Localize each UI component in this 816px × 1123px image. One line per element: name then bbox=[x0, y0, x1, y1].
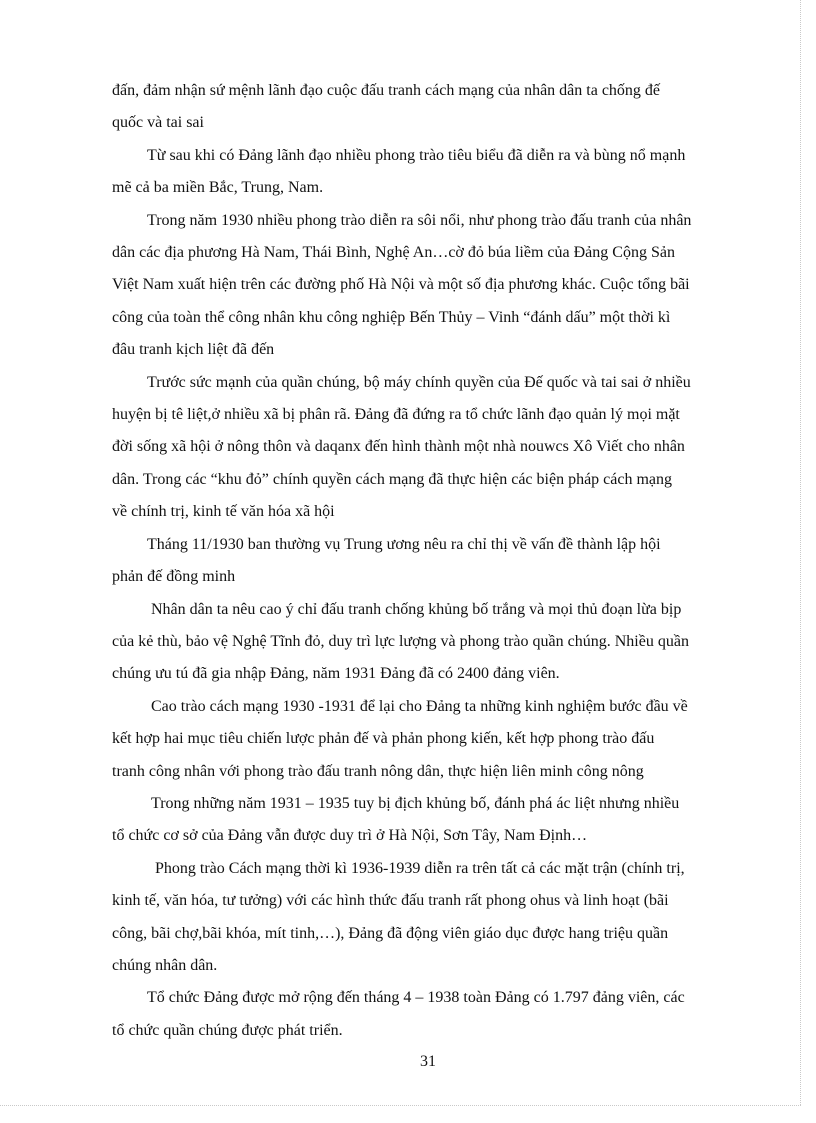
text-line: dân các địa phương Hà Nam, Thái Bình, Nghệ An…cờ đỏ búa liềm của Đảng Cộng Sản bbox=[112, 244, 675, 262]
paragraph bbox=[112, 982, 742, 1047]
text-line: kinh tế, văn hóa, tư tưởng) với các hình thức đấu tranh rất phong ohus và linh hoạt (bãi bbox=[112, 892, 669, 910]
paragraph bbox=[112, 529, 742, 594]
paragraph bbox=[112, 367, 742, 529]
text-line: đâu tranh kịch liệt đã đến bbox=[112, 341, 275, 359]
text-line: về chính trị, kinh tế văn hóa xã hội bbox=[112, 503, 335, 521]
page-border-right bbox=[800, 0, 801, 1105]
page-border-bottom bbox=[0, 1105, 801, 1106]
text-line: công của toàn thể công nhân khu công nghiệp Bến Thủy – Vinh “đánh dấu” một thời kì bbox=[112, 308, 671, 326]
text-line: của kẻ thù, bảo vệ Nghệ Tĩnh đỏ, duy trì lực lượng và phong trào quần chúng. Nhiều quần bbox=[112, 632, 689, 650]
text-line: đời sống xã hội ở nông thôn và daqanx đến hình thành một nhà nouwcs Xô Viết cho nhân bbox=[112, 438, 685, 456]
text-line: huyện bị tê liệt,ở nhiều xã bị phân rã. Đảng đã đứng ra tổ chức lãnh đạo quản lý mọi mặt bbox=[112, 406, 680, 424]
text-line: tổ chức quần chúng được phát triển. bbox=[112, 1021, 343, 1039]
text-line: Trong năm 1930 nhiều phong trào diễn ra sôi nổi, như phong trào đấu tranh của nhân bbox=[147, 211, 692, 229]
text-line: Trong những năm 1931 – 1935 tuy bị địch khủng bố, đánh phá ác liệt nhưng nhiều bbox=[151, 794, 680, 812]
text-line: Trước sức mạnh của quần chúng, bộ máy chính quyền của Đế quốc và tai sai ở nhiều bbox=[147, 373, 691, 391]
text-line: Từ sau khi có Đảng lãnh đạo nhiều phong trào tiêu biểu đã diễn ra và bùng nổ mạnh bbox=[147, 146, 686, 164]
paragraph bbox=[112, 594, 742, 691]
text-line: công, bãi chợ,bãi khóa, mít tinh,…), Đảng đã động viên giáo dục được hang triệu quần bbox=[112, 924, 669, 942]
text-line: chúng ưu tú đã gia nhập Đảng, năm 1931 Đảng đã có 2400 đảng viên. bbox=[112, 665, 560, 683]
page-number: 31 bbox=[420, 1053, 436, 1070]
paragraph bbox=[112, 853, 742, 983]
paragraph bbox=[112, 691, 742, 788]
paragraph bbox=[112, 205, 742, 367]
text-line: Cao trào cách mạng 1930 -1931 để lại cho Đảng ta những kinh nghiệm bước đầu về bbox=[151, 697, 688, 715]
body-text bbox=[112, 75, 742, 1047]
text-line: dân. Trong các “khu đỏ” chính quyền cách mạng đã thực hiện các biện pháp cách mạng bbox=[112, 470, 673, 488]
text-line: tổ chức cơ sở của Đảng vẫn được duy trì ở Hà Nội, Sơn Tây, Nam Định… bbox=[112, 827, 588, 845]
paragraph bbox=[112, 788, 742, 853]
text-line: phản đế đồng minh bbox=[112, 568, 236, 586]
text-line: Phong trào Cách mạng thời kì 1936-1939 diễn ra trên tất cả các mặt trận (chính trị, bbox=[155, 859, 685, 877]
text-line: Nhân dân ta nêu cao ý chỉ đấu tranh chống khủng bố trắng và mọi thủ đoạn lừa bịp bbox=[151, 600, 682, 618]
text-line: chúng nhân dân. bbox=[112, 956, 218, 974]
text-line: Tháng 11/1930 ban thường vụ Trung ương nêu ra chỉ thị về vấn đề thành lập hội bbox=[147, 535, 661, 553]
paragraph bbox=[112, 75, 742, 140]
text-line: Việt Nam xuất hiện trên các đường phố Hà Nội và một số địa phương khác. Cuộc tổng bãi bbox=[112, 276, 690, 294]
text-line: đấn, đảm nhận sứ mệnh lãnh đạo cuộc đấu tranh cách mạng của nhân dân ta chống đế bbox=[112, 82, 661, 99]
paragraph bbox=[112, 140, 742, 205]
text-line: quốc và tai sai bbox=[112, 114, 204, 132]
text-line: mẽ cả ba miền Bắc, Trung, Nam. bbox=[112, 179, 324, 197]
text-line: Tổ chức Đảng được mở rộng đến tháng 4 – 1938 toàn Đảng có 1.797 đảng viên, các bbox=[147, 989, 685, 1007]
text-line: kết hợp hai mục tiêu chiến lược phản đế và phản phong kiến, kết hợp phong trào đấu bbox=[112, 730, 655, 748]
text-line: tranh công nhân với phong trào đấu tranh nông dân, thực hiện liên minh công nông bbox=[112, 762, 644, 780]
